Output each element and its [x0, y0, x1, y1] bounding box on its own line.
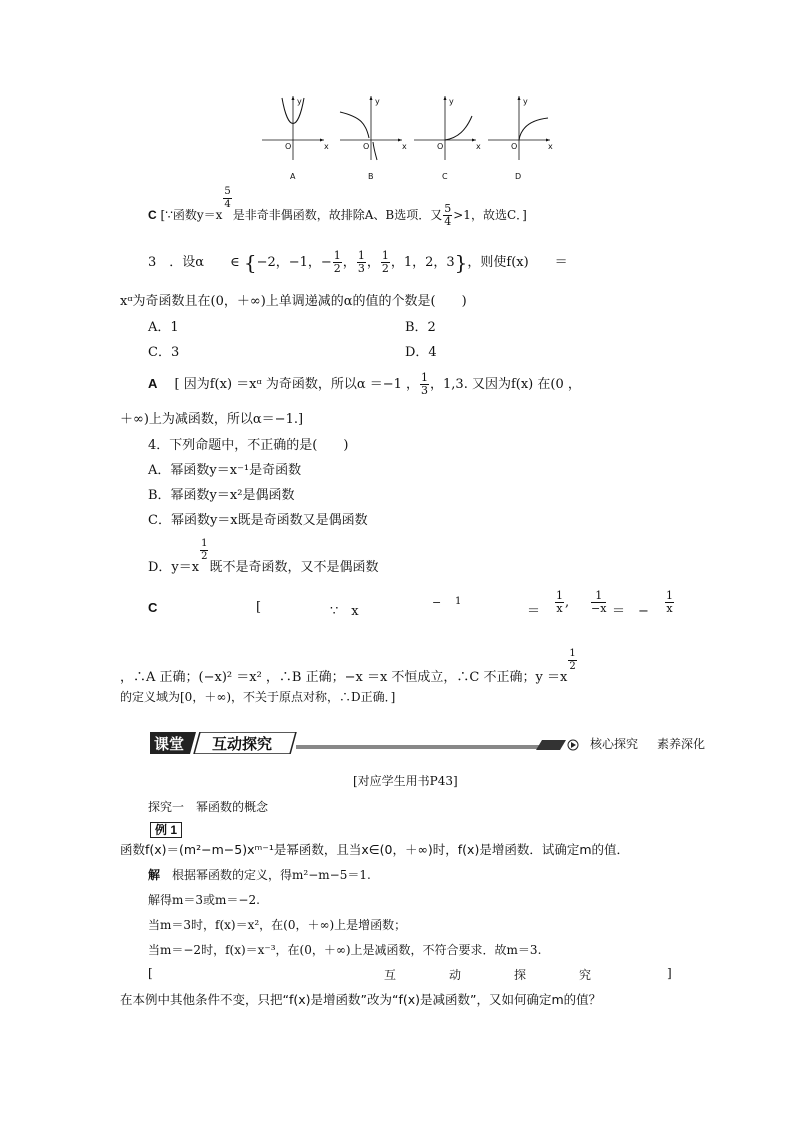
interactive-char-3: 探 [514, 968, 527, 982]
q3-option-d: D．4 [405, 345, 437, 360]
answer-3-fraction: $\frac{1}{3}$ [421, 371, 429, 397]
answer-3-line2: ＋∞)上为减函数，所以α＝−1.] [120, 412, 304, 427]
function-graphs [258, 92, 558, 188]
answer-4-because: ∵ x [330, 604, 359, 619]
answer-4-frac-3: $\frac{1}{x}$ [666, 589, 673, 615]
q4-option-c: C．幂函数y＝x既是奇函数又是偶函数 [148, 513, 368, 528]
q4-option-d: D．y＝x $\frac{1}{2}$ 既不是奇函数，又不是偶函数 [148, 538, 379, 575]
answer-3-text-b: ，1,3. 又因为f(x) 在(0 ， [430, 377, 581, 392]
answer-1-exponent: $\frac{5}{4}$ [224, 186, 231, 210]
answer-4-letter: C [148, 600, 158, 615]
q3-set-frac-2: $\frac{1}{3}$ [357, 249, 365, 275]
question-3-line1: 3 ．设α ∈ {−2，−1，− $\frac{1}{2}$ ， $\frac{1}{3}$ ， $\frac{1}{2}$ ，1，2，3}，则使f(x) ＝ [148, 249, 568, 275]
graph-c [410, 92, 480, 162]
graph-b-origin: O [363, 142, 370, 151]
q3-lead: 3 ．设α ∈ [148, 255, 240, 270]
q3-line2: xᵅ为奇函数且在(0，＋∞)上单调递减的α的值的个数是( ) [120, 294, 467, 309]
banner-classroom-label: 课堂 [154, 736, 185, 753]
graph-d-y-label: y [523, 97, 528, 106]
graph-d [484, 92, 554, 162]
interactive-char-1: 互 [384, 968, 397, 982]
answer-3-text-a: [ 因为f(x) ＝xᵅ 为奇函数，所以α ＝−1 ， [174, 377, 420, 392]
section-banner [150, 732, 710, 754]
banner-literacy: 素养深化 [657, 737, 706, 751]
graph-a [258, 92, 328, 162]
graph-a-origin: O [285, 142, 292, 151]
interactive-text: 在本例中其他条件不变，只把“f(x)是增函数”改为“f(x)是减函数”，又如何确定m的值？ [120, 992, 602, 1007]
answer-4-line3: 的定义域为[0，＋∞)，不关于原点对称，∴D正确．] [120, 690, 396, 704]
interactive-close: ] [667, 966, 672, 980]
q3-tail: ，则使f(x) ＝ [467, 255, 568, 270]
q4-title: 4．下列命题中，不正确的是( ) [148, 438, 349, 453]
q3-option-c: C．3 [148, 345, 180, 360]
solution-line-2: 解得m＝3或m＝−2. [148, 893, 260, 907]
answer-3-letter: A [148, 376, 158, 391]
banner-core-explore: 核心探究 [590, 737, 639, 751]
answer-1-text-c: >1，故选C．] [453, 208, 527, 222]
interactive-char-2: 动 [449, 968, 462, 982]
example-label: 例 1 [150, 822, 182, 838]
answer-1-text-a: ∵函数y＝x [165, 208, 223, 222]
answer-1-bracket: [ [160, 208, 166, 222]
q3-set-start: −2，−1，− [256, 255, 332, 270]
graph-caption-c: C [442, 172, 448, 181]
answer-4-eq2: ＝ − [612, 604, 649, 619]
interactive-open: [ [148, 966, 153, 980]
graph-c-y-label: y [449, 97, 454, 106]
answer-3-line1 [148, 372, 581, 397]
graph-caption-d: D [515, 172, 522, 181]
interactive-char-4: 究 [579, 968, 592, 982]
graph-d-x-label: x [548, 142, 553, 151]
graph-b [336, 92, 406, 162]
graph-d-origin: O [511, 142, 518, 151]
answer-4-minus: − [432, 596, 442, 609]
answer-1 [148, 186, 527, 228]
solution-line-4: 当m＝−2时，f(x)＝x⁻³，在(0，＋∞)上是减函数，不符合要求．故m＝3. [148, 943, 542, 957]
section-title: 探究一 幂函数的概念 [148, 800, 269, 814]
example-text: 函数f(x)＝(m²−m−5)xᵐ⁻¹是幂函数，且当x∈(0，＋∞)时，f(x)是增函数．试确定m的值． [120, 842, 629, 857]
graph-b-y-label: y [375, 97, 380, 106]
answer-1-letter: C [148, 208, 157, 222]
answer-4-bracket: [ [256, 600, 262, 615]
q4-option-a: A．幂函数y＝x⁻¹是奇函数 [148, 463, 302, 478]
answer-4-eq: ＝ [527, 604, 541, 619]
q3-option-a: A．1 [148, 320, 179, 335]
banner-interactive-label: 互动探究 [212, 736, 273, 753]
answer-4-frac-1: $\frac{1}{x}$ , [556, 589, 570, 615]
graph-c-origin: O [437, 142, 444, 151]
q4-option-b: B．幂函数y＝x²是偶函数 [148, 488, 295, 503]
graph-a-x-label: x [324, 142, 329, 151]
solution-line-3: 当m＝3时，f(x)＝x²，在(0，＋∞)上是增函数； [148, 918, 407, 932]
graph-c-x-label: x [476, 142, 481, 151]
q3-option-b: B．2 [405, 320, 436, 335]
graph-b-x-label: x [402, 142, 407, 151]
answer-1-text-b: 是非奇非偶函数，故排除A、B选项．又 [232, 208, 443, 222]
q3-set-end: ，1，2，3 [390, 255, 455, 270]
answer-4-frac-2: $\frac{1}{-x}$ [591, 589, 607, 615]
graph-caption-a: A [290, 172, 296, 181]
answer-4-one: 1 [455, 596, 462, 607]
reference-note: [对应学生用书P43] [353, 774, 458, 788]
answer-4-line2: ，∴A 正确；(−x)² ＝x² ，∴B 正确；−x ＝x 不恒成立，∴C 不正确；y ＝x $\frac{1}{2}$ [120, 648, 576, 685]
graph-a-y-label: y [297, 97, 302, 106]
q3-set-frac-3: $\frac{1}{2}$ [381, 249, 389, 275]
solution-line-1: 解 根据幂函数的定义，得m²−m−5＝1. [148, 868, 371, 882]
answer-1-fraction: $\frac{5}{4}$ [444, 202, 452, 228]
graph-caption-b: B [368, 172, 374, 181]
q3-set-frac-1: $\frac{1}{2}$ [333, 249, 341, 275]
